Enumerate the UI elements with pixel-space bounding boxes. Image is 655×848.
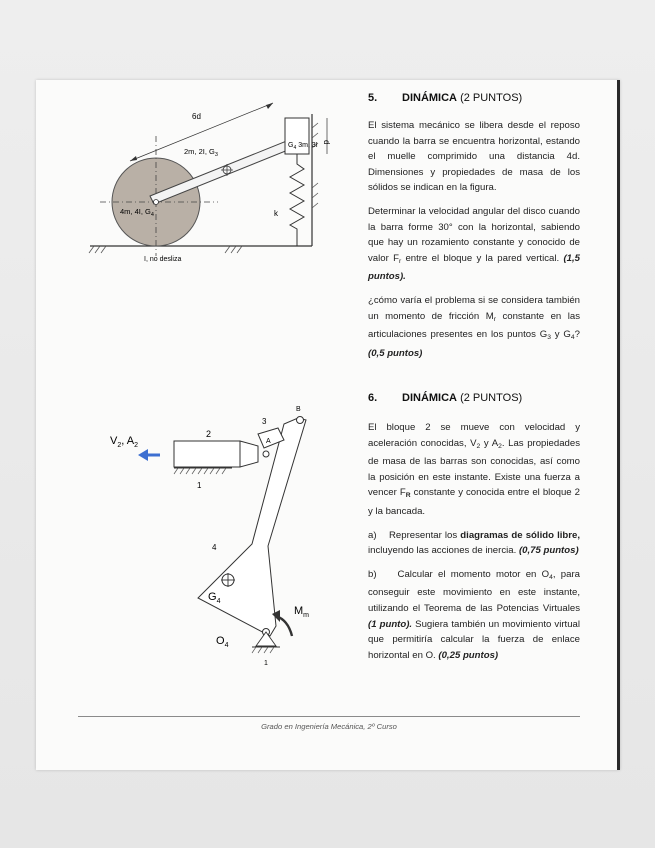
bar-number: 4 — [212, 543, 217, 552]
disk-props-label: 4m, 4I, $G_4$ — [120, 207, 154, 218]
problem-5-number: 5. — [368, 92, 378, 104]
problem-6-heading — [368, 392, 580, 404]
footer-text: Grado en Ingeniería Mecánica, 2º Curso — [261, 722, 397, 731]
problem-6-body — [368, 420, 580, 671]
block-number: 2 — [206, 429, 212, 439]
velocity-arrow — [138, 449, 148, 461]
problem-6-title: DINÁMICA — [402, 392, 457, 404]
problem-5-points: (2 PUNTOS) — [460, 92, 523, 104]
centroid-label: $G_4$ — [208, 591, 221, 605]
velocity-label: $V_2$, $A_2$ — [110, 435, 138, 449]
bar-props-label: 2m, 2I, $G_3$ — [184, 147, 218, 158]
block-2 — [174, 441, 240, 467]
disk-note-label: I, no desliza — [144, 256, 182, 263]
dim-d-label: d — [322, 140, 331, 145]
problem-5-paragraph-2: Determinar la velocidad angular del disco cuando la barra forme 30° con la horizontal, sabiendo que hay un rozamiento constante y conocido de valor $F_r$ entre el bloque y la pared vertical. (1,5 puntos). — [368, 205, 580, 283]
ground-number-left: 1 — [197, 481, 202, 490]
problem-6-part-a: a) Representar los diagramas de sólido libre, incluyendo las acciones de inercia. (0,75 puntos) — [368, 529, 581, 557]
ground-number-right: 1 — [264, 660, 268, 667]
point-a-label: A — [266, 438, 271, 445]
point-b-label: B — [296, 406, 301, 413]
block-props-label: $G_4$ 3m, 3I — [288, 142, 318, 151]
moment-label: $M_m$ — [294, 605, 310, 619]
problem-6-part-b: b) Calcular el momento motor en $O_4$, para conseguir este movimiento en este instante, utilizando el Teorema de las Potencias Virtuales (1 punto). Sugiera también un movimiento virtual que permitiría calcular la fuerza de enlace horizontal en O. (0,25 puntos) — [368, 568, 580, 661]
problem-6-points: (2 PUNTOS) — [460, 392, 523, 404]
footer-rule — [78, 716, 580, 717]
problem-5-heading — [368, 92, 580, 104]
figure-linkage — [108, 400, 343, 675]
spring-shape — [290, 154, 304, 246]
page-edge — [617, 80, 620, 770]
problem-6-number: 6. — [368, 392, 378, 404]
problem-5-title: DINÁMICA — [402, 92, 457, 104]
figure-disk-mechanism — [80, 98, 330, 273]
problem-6-paragraph-1: El bloque 2 se mueve con velocidad y aceleración conocidas, $V_2$ y $A_2$. Las propiedades de masa de las barras son conocidas, así como la posición en este instante. Existe una fuerza a vencer $F_R$ constante y conocida entre el bloque 2 y la bancada. — [368, 422, 580, 517]
spring-k-label: k — [274, 209, 278, 218]
slider-number: 3 — [262, 417, 267, 426]
problem-5-paragraph-1: El sistema mecánico se libera desde el reposo cuando la barra se encuentra horizontal, estando el muelle comprimido una distancia 4d. Dimensiones y propiedades de masa de los sólidos se indican en la figura. — [368, 120, 580, 194]
problem-5-body — [368, 118, 580, 369]
problem-5-paragraph-3: ¿cómo varía el problema si se considera también un momento de fricción $M_r$ constante en las articulaciones presentes en los puntos $G_3$ y $G_4$? (0,5 puntos) — [368, 294, 581, 359]
pivot-label: $O_4$ — [216, 635, 229, 649]
bar-length-label: 6d — [192, 112, 201, 121]
